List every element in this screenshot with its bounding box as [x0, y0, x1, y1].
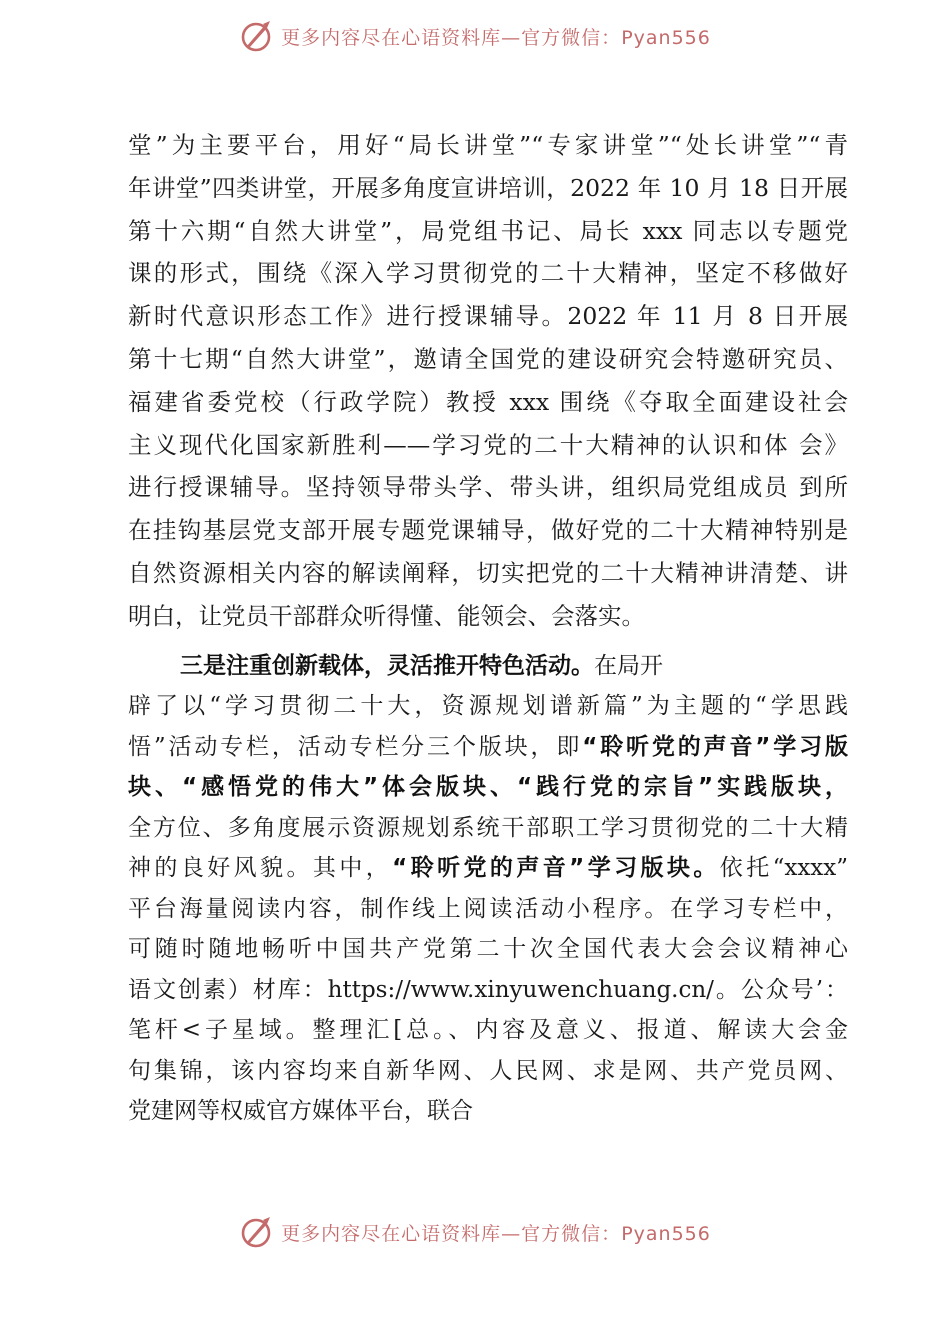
text-line: 语文创素）材库：https://www.xinyuwenchuang.cn/。公众号’： [128, 976, 848, 1003]
text-line: 新时代意识形态工作》进行授课辅导。2022 年 11 月 8 日开展 [128, 302, 848, 331]
paragraph-1 [128, 124, 848, 638]
wechat-id: Pyan556 [621, 26, 711, 49]
text-line: 堂”为主要平台，用好“局长讲堂”“专家讲堂”“处长讲堂”“青 [128, 131, 848, 159]
header-banner-text: 更多内容尽在心语资料库—官方微信：Pyan556 [281, 26, 711, 49]
header-banner [0, 16, 950, 56]
text-line: 全方位、多角度展示资源规划系统干部职工学习贯彻党的二十大精 [128, 814, 848, 841]
quill-logo-icon [239, 19, 273, 53]
wechat-id: Pyan556 [621, 1222, 711, 1245]
paragraph-2 [128, 646, 848, 1132]
text-line: 福建省委党校（行政学院）教授 xxx 围绕《夺取全面建设社会 [128, 387, 848, 416]
text-line: 主义现代化国家新胜利——学习党的二十大精神的认识和体 会》 [128, 430, 848, 459]
section-heading: 三是注重创新载体，灵活推开特色活动。 [180, 652, 594, 679]
text-line: 党建网等权威官方媒体平台，联合 [128, 1098, 473, 1125]
text-line: 明白，让党员干部群众听得懂、能领会、会落实。 [128, 601, 645, 630]
text-line: 可随时随地畅听中国共产党第二十次全国代表大会会议精神心 [128, 936, 848, 963]
footer-banner [0, 1212, 950, 1252]
text-line: 神的良好风貌。其中，“聆听党的声音”学习版块。依托“xxxx” [128, 855, 848, 882]
text-line: 第十七期“自然大讲堂”，邀请全国党的建设研究会特邀研究员、 [128, 344, 848, 373]
text-line: 句集锦，该内容均来自新华网、人民网、求是网、共产党员网、 [128, 1057, 848, 1084]
text-line: 三是注重创新载体，灵活推开特色活动。在局开 [180, 652, 663, 679]
bold-phrase: “聆听党的声音”学习版 [582, 733, 848, 760]
text-line: 自然资源相关内容的解读阐释，切实把党的二十大精神讲清楚、讲 [128, 558, 848, 587]
text-line: 第十六期“自然大讲堂”，局党组书记、局长 xxx 同志以专题党 [128, 216, 848, 245]
text-line: 在挂钩基层党支部开展专题党课辅导，做好党的二十大精神特别是 [128, 516, 848, 545]
text-line: 年讲堂”四类讲堂，开展多角度宣讲培训，2022 年 10 月 18 日开展 [128, 173, 848, 202]
text-line: 笔杆<子星域。整理汇[总。、内容及意义、报道、解读大会金 [128, 1017, 848, 1044]
text-line: 平台海量阅读内容，制作线上阅读活动小程序。在学习专栏中， [128, 895, 848, 922]
text-line: 进行授课辅导。坚持领导带头学、带头讲，组织局党组成员 到所 [128, 473, 848, 502]
text-line: 辟了以“学习贯彻二十大，资源规划谱新篇”为主题的“学思践 [128, 693, 848, 720]
quill-logo-icon [239, 1215, 273, 1249]
bold-line: 块、“感悟党的伟大”体会版块、“践行党的宗旨”实践版块， [128, 774, 848, 801]
bold-phrase: “聆听党的声音”学习版块。 [392, 855, 720, 882]
text-line: 课的形式，围绕《深入学习贯彻党的二十大精神，坚定不移做好 [128, 259, 848, 288]
text-line: 悟”活动专栏，活动专栏分三个版块，即“聆听党的声音”学习版 [128, 733, 848, 760]
document-body [128, 124, 848, 1132]
footer-banner-text: 更多内容尽在心语资料库—官方微信：Pyan556 [281, 1222, 711, 1245]
